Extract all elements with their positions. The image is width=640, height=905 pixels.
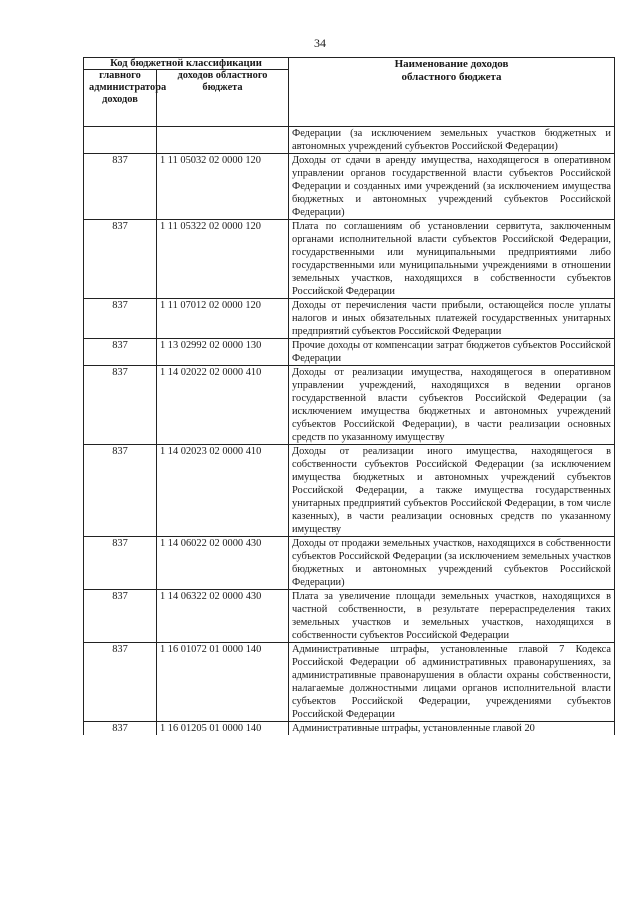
revenue-code-cell: 1 16 01072 01 0000 140 [157, 643, 289, 722]
admin-code-cell: 837 [84, 339, 157, 366]
table-row [84, 643, 615, 722]
table-row [84, 366, 615, 445]
revenue-code-cell: 1 14 02023 02 0000 410 [157, 445, 289, 537]
revenue-code-cell: 1 14 06022 02 0000 430 [157, 537, 289, 590]
revenue-code-cell: 1 13 02992 02 0000 130 [157, 339, 289, 366]
budget-classification-table [83, 57, 615, 735]
table-row [84, 537, 615, 590]
budget-code-group-header: Код бюджетной классификации [84, 58, 289, 70]
admin-code-cell: 837 [84, 590, 157, 643]
admin-code-header [84, 70, 167, 127]
revenue-name-header [289, 58, 615, 127]
revenue-code-cell: 1 16 01205 01 0000 140 [157, 722, 289, 736]
revenue-description-cell: Доходы от продажи земельных участков, находящихся в собственности субъектов Российской Федерации (за исключением земельных участков бюджетных и автономных учреждений субъектов Российской Федерации) [289, 537, 615, 590]
revenue-description-cell: Доходы от реализации иного имущества, находящегося в собственности субъектов Российской Федерации (за исключением имущества бюджетных и автономных учреждений субъектов Российской Федерации, а также имущества государственных унитарных предприятий субъектов Российской Федерации, в том числе казенных), в части реализации основных средств по указанному имуществу [289, 445, 615, 537]
revenue-code-cell: 1 14 06322 02 0000 430 [157, 590, 289, 643]
table-row [84, 220, 615, 299]
table-row [84, 339, 615, 366]
page-number: 34 [314, 36, 326, 50]
revenue-code-header [157, 70, 289, 127]
admin-code-cell: 837 [84, 643, 157, 722]
table-row [84, 590, 615, 643]
revenue-code-header-text: доходов областного бюджета [177, 70, 268, 93]
revenue-code-cell: 1 11 05322 02 0000 120 [157, 220, 289, 299]
admin-code-cell: 837 [84, 220, 157, 299]
table-row [84, 154, 615, 220]
revenue-description-cell: Плата за увеличение площади земельных участков, находящихся в частной собственности, в результате перераспределения таких земельных участков и земельных участков, находящихся в собственности субъектов Российской Федерации [289, 590, 615, 643]
revenue-description-cell: Прочие доходы от компенсации затрат бюджетов субъектов Российской Федерации [289, 339, 615, 366]
admin-code-cell: 837 [84, 299, 157, 339]
revenue-name-header-text: Наименование доходов областного бюджета [394, 58, 509, 83]
revenue-description-cell: Административные штрафы, установленные главой 20 [289, 722, 615, 736]
revenue-description-cell: Доходы от реализации имущества, находящегося в оперативном управлении учреждений, находящихся в ведении органов государственной власти субъектов Российской Федерации (за исключением имущества бюджетных и автономных учреждений субъектов Российской Федерации), в части реализации основных средств по указанному имуществу [289, 366, 615, 445]
revenue-description-cell: Плата по соглашениям об установлении сервитута, заключенным органами исполнительной власти субъектов Российской Федерации, государственными или муниципальными предприятиями либо государственными или муниципальными учреждениями в отношении земельных участков, находящихся в собственности субъектов Российской Федерации [289, 220, 615, 299]
admin-code-header-text: главного администратора доходов [89, 70, 167, 105]
table-row [84, 722, 615, 736]
continuation-description: Федерации (за исключением земельных участков бюджетных и автономных учреждений субъектов Российской Федерации) [289, 127, 615, 154]
revenue-description-cell: Доходы от сдачи в аренду имущества, находящегося в оперативном управлении органов государственной власти субъектов Российской Федерации и созданных ими учреждений (за исключением имущества бюджетных и автономных учреждений субъектов Российской Федерации) [289, 154, 615, 220]
revenue-code-cell: 1 14 02022 02 0000 410 [157, 366, 289, 445]
continuation-admin-cell [84, 127, 157, 154]
continuation-row [84, 127, 615, 154]
revenue-description-cell: Административные штрафы, установленные главой 7 Кодекса Российской Федерации об административных правонарушениях, за административные правонарушения в области охраны собственности, налагаемые должностными лицами органов исполнительной власти субъектов Российской Федерации, учреждениями субъектов Российской Федерации [289, 643, 615, 722]
table-row [84, 445, 615, 537]
continuation-code-cell [157, 127, 289, 154]
revenue-code-cell: 1 11 05032 02 0000 120 [157, 154, 289, 220]
admin-code-cell: 837 [84, 722, 157, 736]
admin-code-cell: 837 [84, 537, 157, 590]
admin-code-cell: 837 [84, 154, 157, 220]
admin-code-cell: 837 [84, 445, 157, 537]
revenue-code-cell: 1 11 07012 02 0000 120 [157, 299, 289, 339]
revenue-description-cell: Доходы от перечисления части прибыли, остающейся после уплаты налогов и иных обязательных платежей государственных унитарных предприятий субъектов Российской Федерации [289, 299, 615, 339]
admin-code-cell: 837 [84, 366, 157, 445]
table-row [84, 299, 615, 339]
